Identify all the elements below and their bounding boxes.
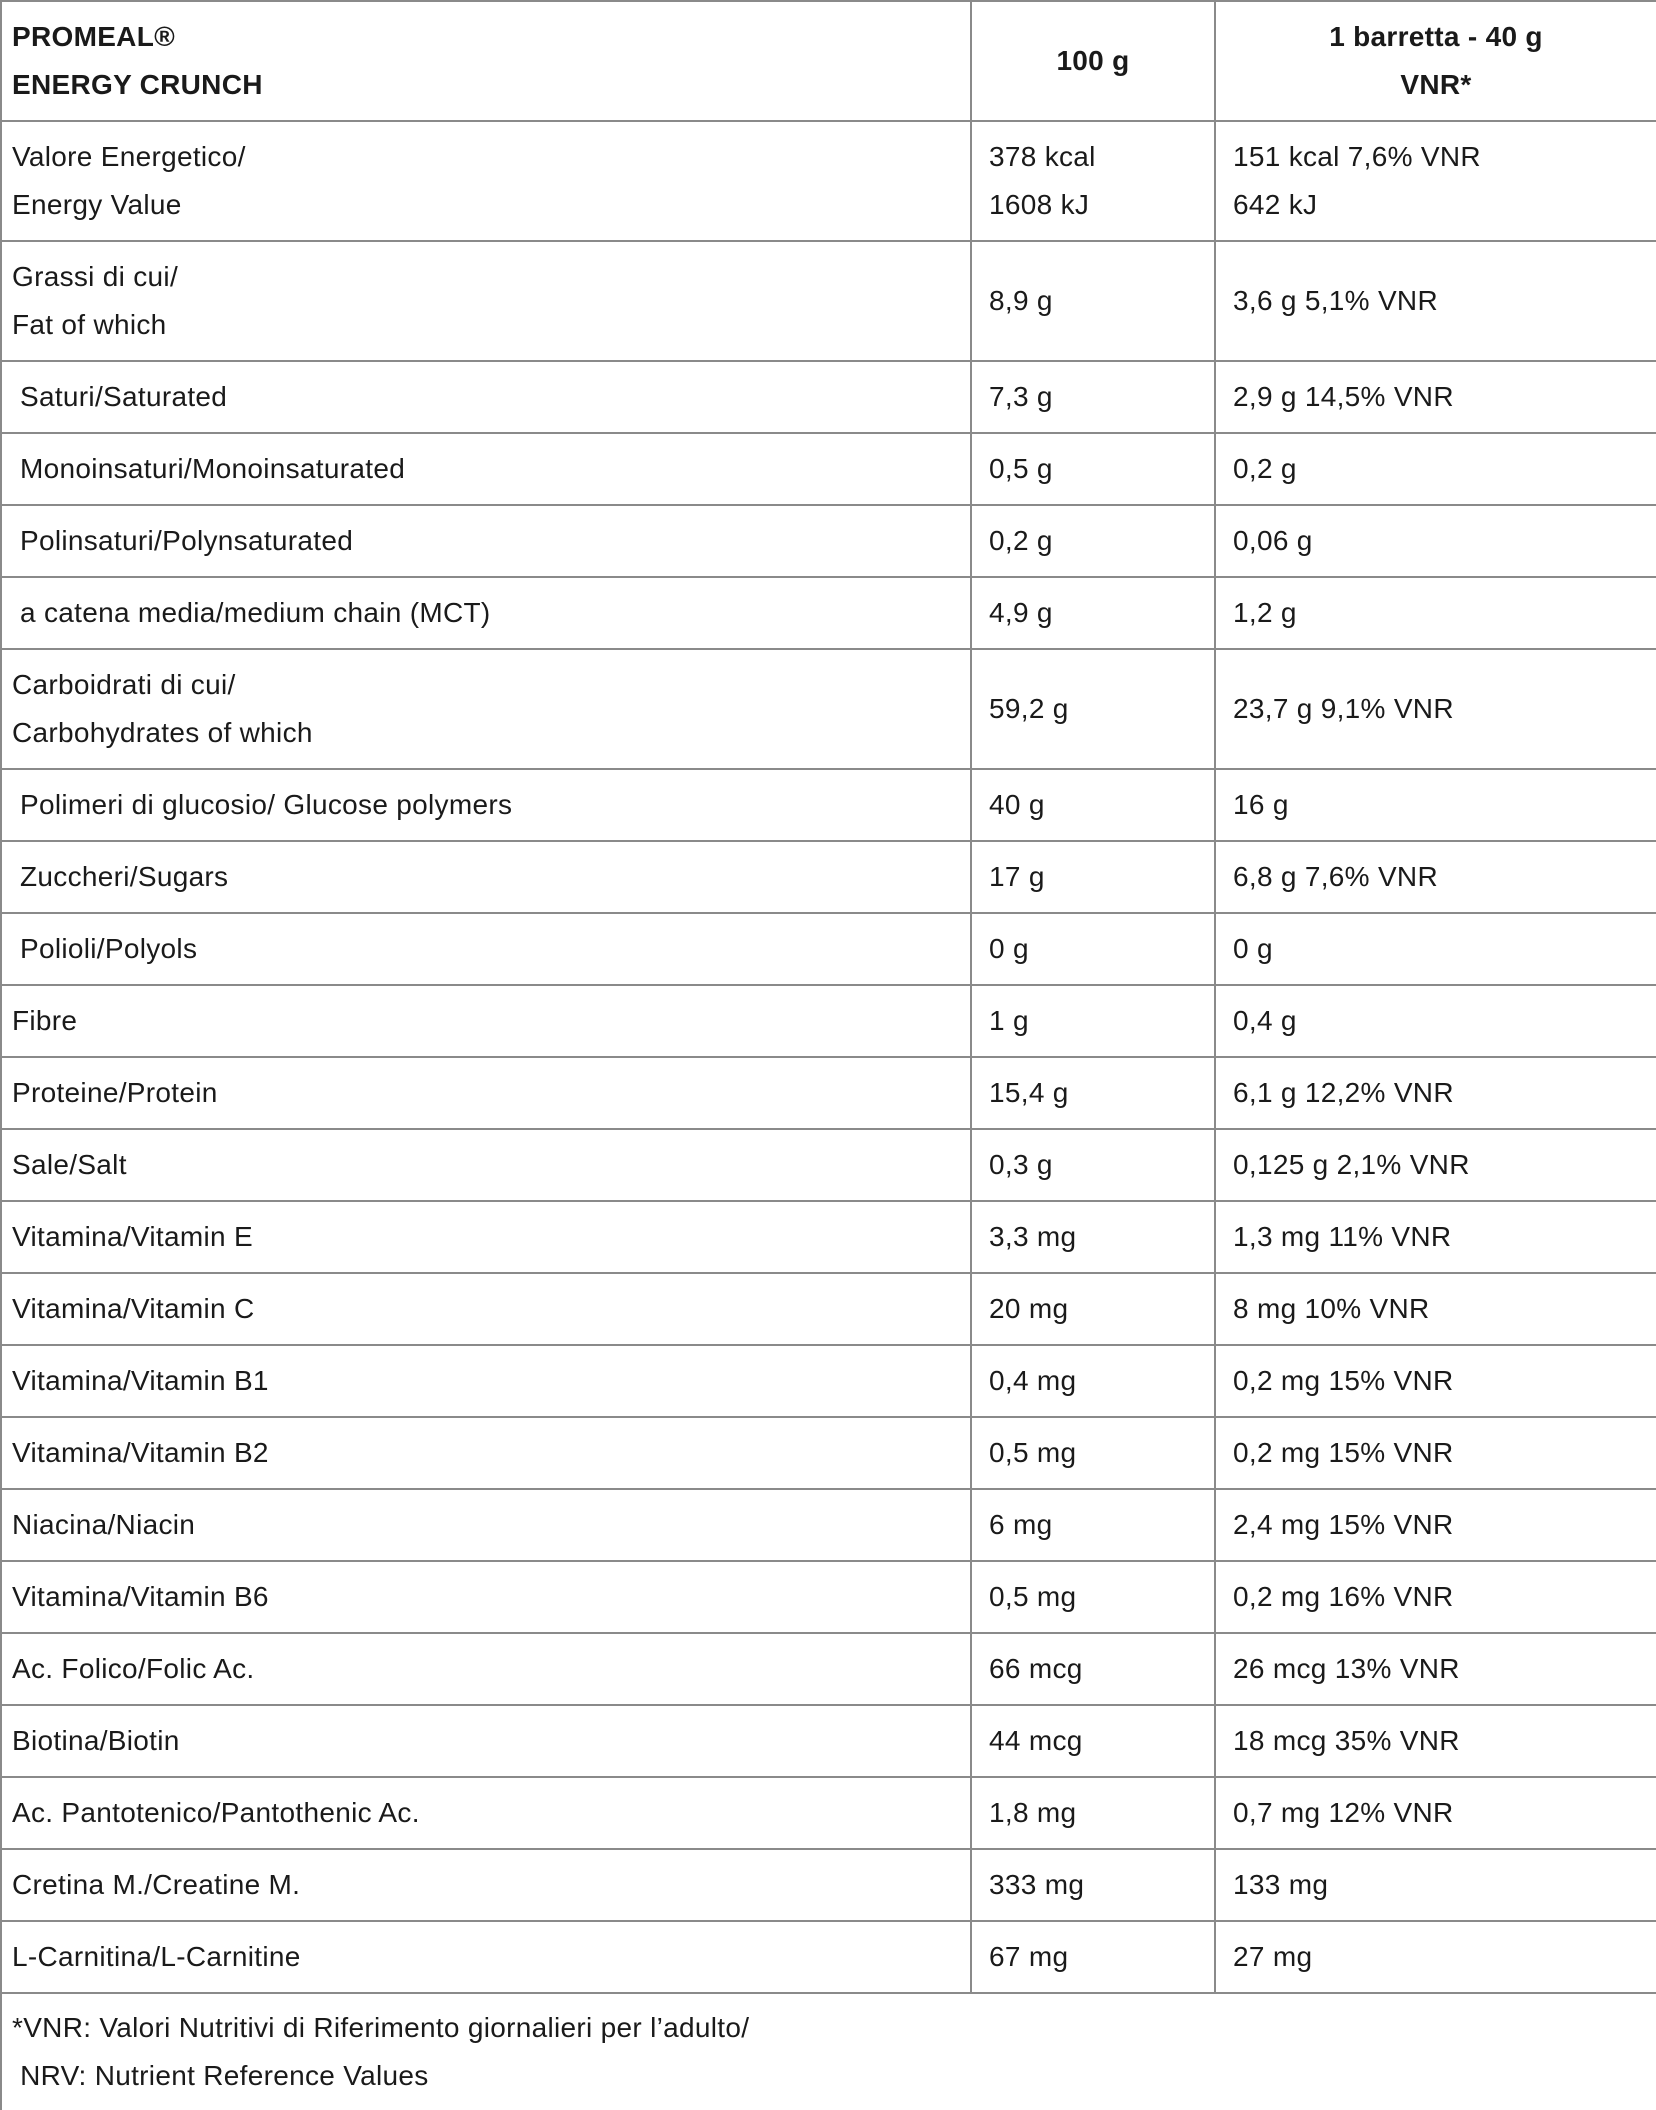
nutrient-name: Vitamina/Vitamin B2 xyxy=(1,1417,971,1489)
nutrient-name: Polimeri di glucosio/ Glucose polymers xyxy=(1,769,971,841)
value-bar: 6,1 g 12,2% VNR xyxy=(1215,1057,1656,1129)
value-100g: 8,9 g xyxy=(971,241,1215,361)
table-row xyxy=(1,985,1656,1057)
nutrient-name: Sale/Salt xyxy=(1,1129,971,1201)
table-row xyxy=(1,1489,1656,1561)
nutrient-name: Saturi/Saturated xyxy=(1,361,971,433)
nutrient-name: Biotina/Biotin xyxy=(1,1705,971,1777)
value-100g: 3,3 mg xyxy=(971,1201,1215,1273)
nutrient-name: Vitamina/Vitamin B6 xyxy=(1,1561,971,1633)
table-row xyxy=(1,241,1656,361)
value-bar: 6,8 g 7,6% VNR xyxy=(1215,841,1656,913)
table-header-row xyxy=(1,1,1656,121)
value-100g: 333 mg xyxy=(971,1849,1215,1921)
value-bar: 16 g xyxy=(1215,769,1656,841)
value-100g: 0,3 g xyxy=(971,1129,1215,1201)
table-row xyxy=(1,1417,1656,1489)
value-bar: 0,2 g xyxy=(1215,433,1656,505)
nutrient-name: Vitamina/Vitamin E xyxy=(1,1201,971,1273)
value-bar: 18 mcg 35% VNR xyxy=(1215,1705,1656,1777)
table-row xyxy=(1,361,1656,433)
footnote-line2: NRV: Nutrient Reference Values xyxy=(12,2060,429,2091)
value-100g: 20 mg xyxy=(971,1273,1215,1345)
value-bar: 3,6 g 5,1% VNR xyxy=(1215,241,1656,361)
value-bar: 0,4 g xyxy=(1215,985,1656,1057)
table-row xyxy=(1,577,1656,649)
table-row xyxy=(1,769,1656,841)
table-row xyxy=(1,1777,1656,1849)
table-row xyxy=(1,1705,1656,1777)
nutrient-name: Proteine/Protein xyxy=(1,1057,971,1129)
footnote xyxy=(1,1993,1656,2110)
table-row xyxy=(1,1345,1656,1417)
value-100g: 66 mcg xyxy=(971,1633,1215,1705)
value-bar: 0 g xyxy=(1215,913,1656,985)
product-name-line1: PROMEAL® xyxy=(12,21,176,52)
nutrient-name-line2: Energy Value xyxy=(12,189,182,220)
table-row xyxy=(1,1633,1656,1705)
nutrient-name xyxy=(1,241,971,361)
table-row xyxy=(1,1921,1656,1993)
nutrient-name-line1: Carboidrati di cui/ xyxy=(12,669,236,700)
value-100g: 0,5 mg xyxy=(971,1417,1215,1489)
value-bar: 0,7 mg 12% VNR xyxy=(1215,1777,1656,1849)
value-100g: 0 g xyxy=(971,913,1215,985)
nutrient-name xyxy=(1,121,971,241)
value-bar: 0,125 g 2,1% VNR xyxy=(1215,1129,1656,1201)
value-100g: 17 g xyxy=(971,841,1215,913)
value-100g: 0,5 mg xyxy=(971,1561,1215,1633)
value-100g: 44 mcg xyxy=(971,1705,1215,1777)
table-row xyxy=(1,1201,1656,1273)
nutrient-name: Cretina M./Creatine M. xyxy=(1,1849,971,1921)
nutrient-name: Fibre xyxy=(1,985,971,1057)
value-bar: 1,3 mg 11% VNR xyxy=(1215,1201,1656,1273)
value-bar: 27 mg xyxy=(1215,1921,1656,1993)
nutrient-name: Ac. Pantotenico/Pantothenic Ac. xyxy=(1,1777,971,1849)
nutrient-name-line1: Valore Energetico/ xyxy=(12,141,246,172)
value-100g: 6 mg xyxy=(971,1489,1215,1561)
nutrient-name: Niacina/Niacin xyxy=(1,1489,971,1561)
value-bar-line1: 151 kcal 7,6% VNR xyxy=(1233,141,1481,172)
table-row xyxy=(1,649,1656,769)
value-100g-line1: 378 kcal xyxy=(989,141,1096,172)
nutrient-name: a catena media/medium chain (MCT) xyxy=(1,577,971,649)
nutrient-name: Monoinsaturi/Monoinsaturated xyxy=(1,433,971,505)
value-bar xyxy=(1215,121,1656,241)
column-header-100g: 100 g xyxy=(971,1,1215,121)
table-row xyxy=(1,1273,1656,1345)
value-bar: 133 mg xyxy=(1215,1849,1656,1921)
value-100g: 15,4 g xyxy=(971,1057,1215,1129)
nutrient-name-line2: Fat of which xyxy=(12,309,167,340)
nutrient-name: Zuccheri/Sugars xyxy=(1,841,971,913)
table-row xyxy=(1,841,1656,913)
value-100g: 0,2 g xyxy=(971,505,1215,577)
table-row xyxy=(1,505,1656,577)
value-bar-line2: 642 kJ xyxy=(1233,189,1318,220)
nutrient-name xyxy=(1,649,971,769)
nutrient-name: Polinsaturi/Polynsaturated xyxy=(1,505,971,577)
value-bar: 23,7 g 9,1% VNR xyxy=(1215,649,1656,769)
value-100g: 1 g xyxy=(971,985,1215,1057)
table-row xyxy=(1,913,1656,985)
product-name-cell xyxy=(1,1,971,121)
footnote-row xyxy=(1,1993,1656,2110)
value-bar: 0,2 mg 15% VNR xyxy=(1215,1345,1656,1417)
nutrient-name: Ac. Folico/Folic Ac. xyxy=(1,1633,971,1705)
nutrient-name-line1: Grassi di cui/ xyxy=(12,261,179,292)
value-100g: 0,5 g xyxy=(971,433,1215,505)
value-100g: 0,4 mg xyxy=(971,1345,1215,1417)
value-bar: 8 mg 10% VNR xyxy=(1215,1273,1656,1345)
table-row xyxy=(1,1561,1656,1633)
value-bar: 0,2 mg 16% VNR xyxy=(1215,1561,1656,1633)
nutrient-name: Polioli/Polyols xyxy=(1,913,971,985)
nutrient-name: Vitamina/Vitamin C xyxy=(1,1273,971,1345)
value-bar: 2,9 g 14,5% VNR xyxy=(1215,361,1656,433)
table-row xyxy=(1,1129,1656,1201)
value-100g: 7,3 g xyxy=(971,361,1215,433)
table-row xyxy=(1,433,1656,505)
nutrient-name: Vitamina/Vitamin B1 xyxy=(1,1345,971,1417)
column-header-bar-line2: VNR* xyxy=(1400,69,1472,100)
value-100g: 4,9 g xyxy=(971,577,1215,649)
value-bar: 1,2 g xyxy=(1215,577,1656,649)
value-bar: 2,4 mg 15% VNR xyxy=(1215,1489,1656,1561)
column-header-bar xyxy=(1215,1,1656,121)
value-bar: 0,2 mg 15% VNR xyxy=(1215,1417,1656,1489)
product-name-line2: ENERGY CRUNCH xyxy=(12,69,263,100)
nutrient-name-line2: Carbohydrates of which xyxy=(12,717,313,748)
column-header-bar-line1: 1 barretta - 40 g xyxy=(1329,21,1543,52)
nutrient-name: L-Carnitina/L-Carnitine xyxy=(1,1921,971,1993)
value-100g: 1,8 mg xyxy=(971,1777,1215,1849)
value-100g-line2: 1608 kJ xyxy=(989,189,1090,220)
table-row xyxy=(1,121,1656,241)
value-bar: 26 mcg 13% VNR xyxy=(1215,1633,1656,1705)
value-100g: 40 g xyxy=(971,769,1215,841)
footnote-line1: *VNR: Valori Nutritivi di Riferimento giornalieri per l’adulto/ xyxy=(12,2012,750,2043)
value-100g xyxy=(971,121,1215,241)
value-100g: 67 mg xyxy=(971,1921,1215,1993)
table-row xyxy=(1,1849,1656,1921)
value-bar: 0,06 g xyxy=(1215,505,1656,577)
value-100g: 59,2 g xyxy=(971,649,1215,769)
table-row xyxy=(1,1057,1656,1129)
